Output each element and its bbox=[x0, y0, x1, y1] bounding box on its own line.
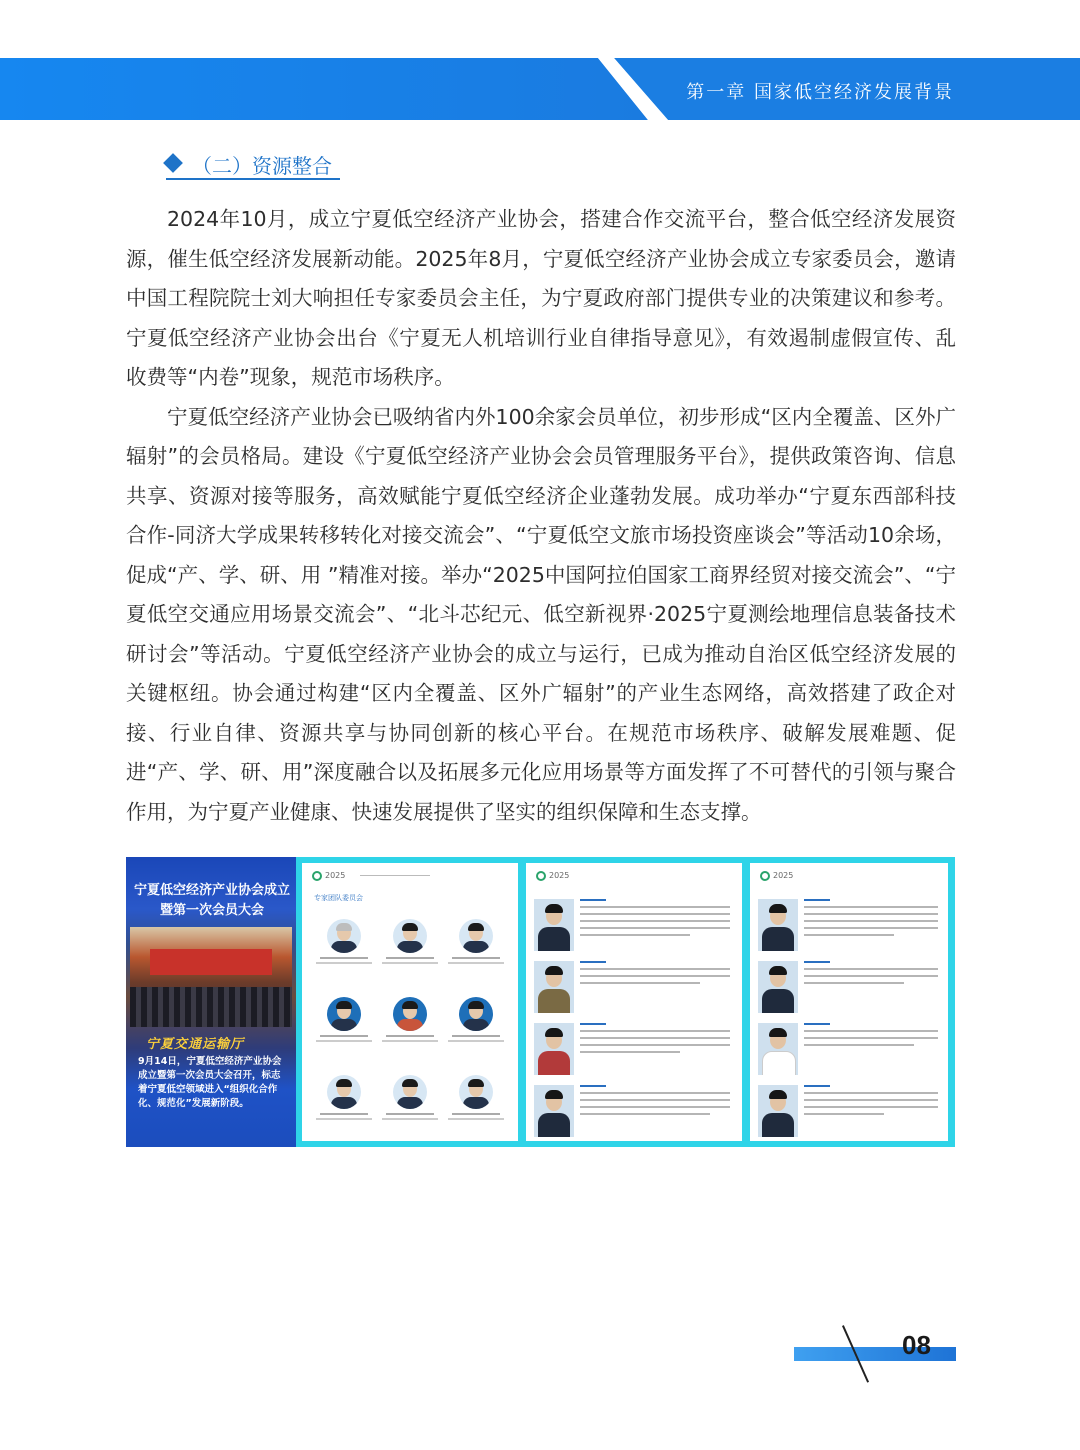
stage-banner bbox=[150, 949, 272, 975]
expert-portrait bbox=[446, 919, 506, 964]
panel-header bbox=[312, 871, 352, 881]
panel-tag: 2025 bbox=[549, 871, 570, 880]
chapter-title: 第一章 国家低空经济发展背景 bbox=[686, 82, 954, 103]
expert-portrait bbox=[314, 919, 374, 964]
expert-portrait bbox=[380, 1075, 440, 1120]
audience bbox=[130, 987, 292, 1027]
paragraph: 2024年10月，成立宁夏低空经济产业协会，搭建合作交流平台，整合低空经济发展资源，催生低空经济发展新动能。2025年8月，宁夏低空经济产业协会成立专家委员会，邀请中国工程院院士刘大响担任专家委员会主任，为宁夏政府部门提供专业的决策建议和参考。宁夏低空经济产业协会出台《宁夏无人机培训行业自律指导意见》，有效遏制虚假宣传、乱收费等“内卷”现象，规范市场秩序。 bbox=[126, 207, 956, 389]
figure-collage bbox=[126, 857, 955, 1147]
expert-portrait bbox=[314, 997, 374, 1042]
diamond-bullet-icon bbox=[163, 153, 183, 173]
profile-row bbox=[758, 899, 942, 959]
profile-row bbox=[758, 1023, 942, 1083]
panel-tag: 2025 bbox=[325, 871, 346, 880]
profile-row bbox=[534, 899, 734, 959]
news-poster bbox=[126, 857, 296, 1147]
expert-portrait bbox=[446, 997, 506, 1042]
profile-row bbox=[534, 1085, 734, 1145]
footer-accent-bar bbox=[794, 1347, 956, 1361]
paragraph: 宁夏低空经济产业协会已吸纳省内外100余家会员单位，初步形成“区内全覆盖、区外广辐射”的会员格局。建设《宁夏低空经济产业协会会员管理服务平台》，提供政策咨询、信息共享、资源对接等服务，高效赋能宁夏低空经济企业蓬勃发展。成功举办“宁夏东西部科技合作-同济大学成果转移转化对接交流会”、“宁夏低空文旅市场投资座谈会”等活动10余场，促成“产、学、研、用 ”精准对接。举办“2025中国阿拉伯国家工商界经贸对接交流会”、“宁夏低空交通应用场景交流会”、“北斗芯纪元、低空新视界·2025宁夏测绘地理信息装备技术研讨会”等活动。宁夏低空经济产业协会的成立与运行，已成为推动自治区低空经济发展的关键枢纽。协会通过构建“区内全覆盖、区外广辐射”的产业生态网络，高效搭建了政企对接、行业自律、资源共享与协同创新的核心平台。在规范市场秩序、破解发展难题、促进“产、学、研、用”深度融合以及拓展多元化应用场景等方面发挥了不可替代的引领与聚合作用，为宁夏产业健康、快速发展提供了坚实的组织保障和生态支撑。 bbox=[126, 404, 956, 824]
section-heading-text: （二）资源整合 bbox=[192, 154, 332, 178]
expert-portrait bbox=[380, 919, 440, 964]
panel-header bbox=[760, 871, 800, 881]
panel-subtitle: 专家团队委员会 bbox=[314, 894, 363, 902]
expert-portrait bbox=[380, 997, 440, 1042]
expert-portrait bbox=[446, 1075, 506, 1120]
profile-row bbox=[758, 1085, 942, 1145]
profile-row bbox=[758, 961, 942, 1021]
expert-profiles-panel bbox=[750, 863, 948, 1141]
poster-logo: 宁夏交通运输厅 bbox=[146, 1037, 245, 1052]
profile-row bbox=[534, 961, 734, 1021]
logo-icon bbox=[312, 871, 322, 881]
meeting-photo bbox=[130, 927, 292, 1027]
logo-icon bbox=[536, 871, 546, 881]
profile-row bbox=[534, 1023, 734, 1083]
body-text bbox=[126, 200, 956, 832]
poster-caption: 9月14日，宁夏低空经济产业协会成立暨第一次会员大会召开，标志着宁夏低空领域进入“组织化合作化、规范化”发展新阶段。 bbox=[138, 1056, 282, 1109]
expert-profiles-panel bbox=[526, 863, 742, 1141]
panel-header-rule bbox=[360, 875, 430, 876]
expert-portrait bbox=[314, 1075, 374, 1120]
panel-header bbox=[536, 871, 576, 881]
expert-committee-panel bbox=[302, 863, 518, 1141]
page-number: 08 bbox=[902, 1330, 931, 1360]
panel-tag: 2025 bbox=[773, 871, 794, 880]
logo-icon bbox=[760, 871, 770, 881]
section-heading-underline bbox=[166, 178, 340, 180]
poster-title: 宁夏低空经济产业协会成立暨第一次会员大会 bbox=[134, 883, 291, 918]
